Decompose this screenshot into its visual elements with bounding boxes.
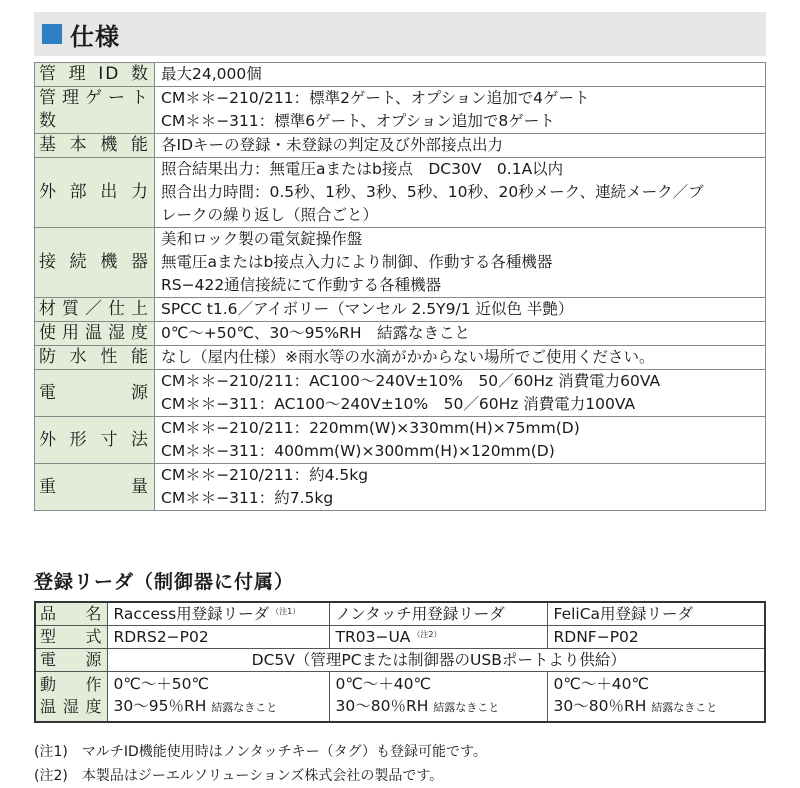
spec-value	[155, 134, 766, 158]
spec-table	[34, 62, 766, 511]
spec-value-line: 照合結果出力：無電圧aまたはb接点 DC30V 0.1A以内	[161, 160, 564, 178]
spec-row	[35, 87, 766, 134]
reader-name-3: FeliCa用登録リーダ	[547, 602, 765, 626]
spec-value	[155, 370, 766, 417]
spec-row	[35, 464, 766, 511]
spec-value-line: CM＊＊−311：400mm(W)×300mm(H)×120mm(D)	[161, 442, 555, 460]
spec-value-line: RS−422通信接続にて作動する各種機器	[161, 276, 442, 294]
spec-label: 防水性能	[35, 346, 155, 370]
reader-model-2: TR03−UA $^{(注2)}$	[329, 626, 547, 649]
spec-value	[155, 87, 766, 134]
spec-value-line: CM＊＊−311：標準6ゲート、オプション追加で8ゲート	[161, 112, 555, 130]
spec-row	[35, 417, 766, 464]
spec-value-line: なし（屋内仕様）※雨水等の水滴がかからない場所でご使用ください。	[161, 348, 655, 366]
reader-section-title: 登録リーダ（制御器に付属）	[34, 571, 295, 593]
spec-value-line: 無電圧aまたはb接点入力により制御、作動する各種機器	[161, 253, 553, 271]
reader-env-1: 0℃〜＋50℃ 30〜95％RH 結露なきこと	[107, 672, 329, 722]
spec-row	[35, 158, 766, 228]
spec-value-line: 各IDキーの登録・未登録の判定及び外部接点出力	[161, 136, 504, 154]
row-label-name: 品名	[35, 602, 107, 626]
reader-model-3: RDNF−P02	[547, 626, 765, 649]
spec-row	[35, 322, 766, 346]
spec-label: 使用温湿度	[35, 322, 155, 346]
spec-label: 接続機器	[35, 228, 155, 298]
spec-value-line: 照合出力時間：0.5秒、1秒、3秒、5秒、10秒、20秒メーク、連続メーク／ブ	[161, 183, 704, 201]
spec-row	[35, 298, 766, 322]
reader-power-value: DC5V（管理PCまたは制御器のUSBポートより供給）	[107, 649, 765, 672]
spec-row	[35, 370, 766, 417]
spec-label: 外形寸法	[35, 417, 155, 464]
section-header	[34, 12, 766, 56]
spec-value	[155, 417, 766, 464]
spec-value	[155, 346, 766, 370]
spec-label: 管理ID数	[35, 63, 155, 87]
spec-value-line: CM＊＊−210/211：約4.5kg	[161, 466, 369, 484]
footnote-2: (注2) 本製品はジーエルソリューションズ株式会社の製品です。	[34, 768, 444, 784]
row-label-model: 型式	[35, 626, 107, 649]
reader-model-1: RDRS2−P02	[107, 626, 329, 649]
spec-value	[155, 63, 766, 87]
spec-value-line: 美和ロック製の電気錠操作盤	[161, 230, 363, 248]
section-title: 仕様	[70, 22, 120, 51]
spec-row	[35, 63, 766, 87]
footnotes	[34, 740, 487, 788]
reader-env-2: 0℃〜＋40℃ 30〜80％RH 結露なきこと	[329, 672, 547, 722]
spec-value-line: CM＊＊−210/211：220mm(W)×330mm(H)×75mm(D)	[161, 419, 580, 437]
blue-square-icon	[42, 24, 62, 44]
spec-value	[155, 228, 766, 298]
spec-value	[155, 464, 766, 511]
reader-table	[34, 601, 766, 723]
row-label-power: 電源	[35, 649, 107, 672]
spec-value-line: CM＊＊−311：AC100〜240V±10% 50／60Hz 消費電力100VA	[161, 395, 636, 413]
footnote-1: (注1) マルチID機能使用時はノンタッチキー（タグ）も登録可能です。	[34, 744, 487, 760]
spec-value-line: 0℃〜+50℃、30〜95%RH 結露なきこと	[161, 324, 470, 342]
spec-value-line: レークの繰り返し（照合ごと）	[161, 206, 379, 224]
spec-label: 材質／仕上	[35, 298, 155, 322]
reader-name-row	[35, 602, 765, 626]
spec-row	[35, 346, 766, 370]
spec-value-line: CM＊＊−210/211：標準2ゲート、オプション追加で4ゲート	[161, 89, 590, 107]
spec-value-line: CM＊＊−311：約7.5kg	[161, 489, 334, 507]
reader-env-3: 0℃〜＋40℃ 30〜80％RH 結露なきこと	[547, 672, 765, 722]
spec-value-line: SPCC t1.6／アイボリー（マンセル 2.5Y9/1 近似色 半艶）	[161, 300, 574, 318]
spec-value-line: CM＊＊−210/211：AC100〜240V±10% 50／60Hz 消費電力60VA	[161, 372, 661, 390]
spec-row	[35, 134, 766, 158]
spec-value	[155, 298, 766, 322]
spec-label: 外部出力	[35, 158, 155, 228]
row-label-env: 動作 温湿度	[35, 672, 107, 722]
spec-row	[35, 228, 766, 298]
reader-env-row	[35, 672, 765, 722]
spec-label: 管理ゲート数	[35, 87, 155, 134]
reader-name-2: ノンタッチ用登録リーダ	[329, 602, 547, 626]
reader-model-row	[35, 626, 765, 649]
spec-label: 基本機能	[35, 134, 155, 158]
reader-power-row	[35, 649, 765, 672]
spec-value-line: 最大24,000個	[161, 65, 262, 83]
spec-label: 電源	[35, 370, 155, 417]
spec-label: 重量	[35, 464, 155, 511]
spec-value	[155, 158, 766, 228]
reader-name-1: Raccess用登録リーダ $^{(注1)}$	[107, 602, 329, 626]
spec-value	[155, 322, 766, 346]
